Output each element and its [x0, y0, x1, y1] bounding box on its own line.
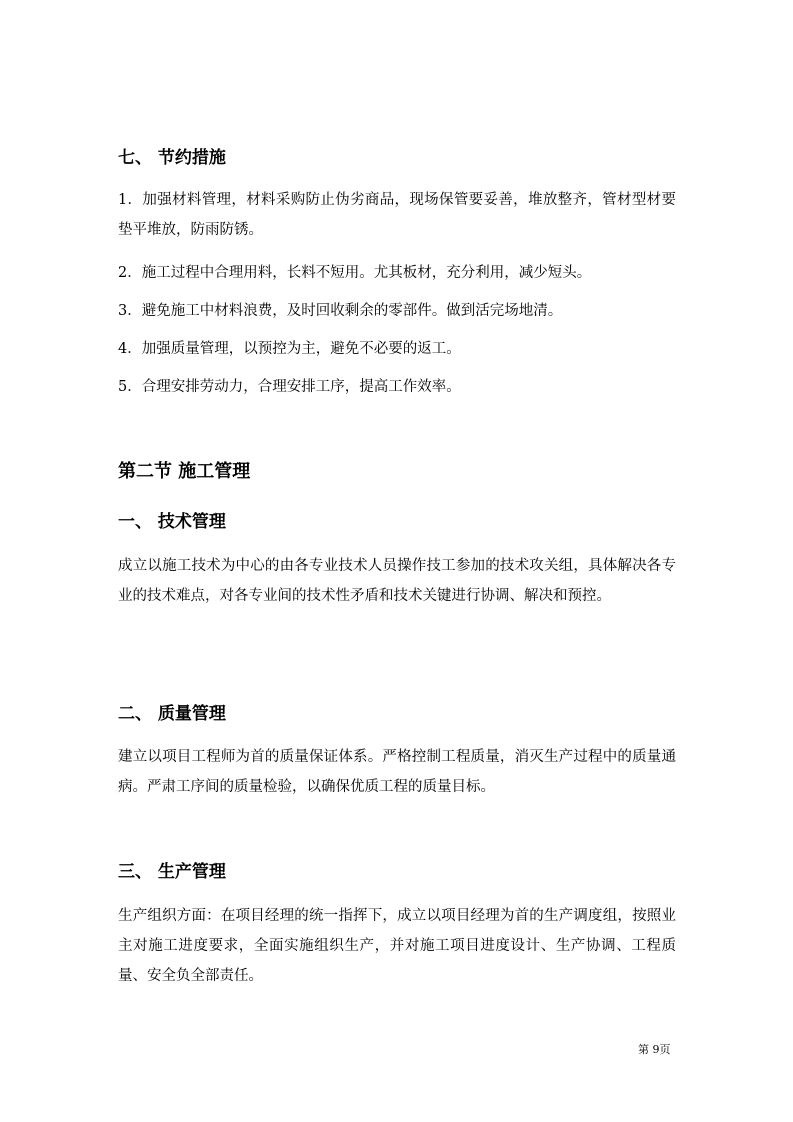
quality-body: 建立以项目工程师为首的质量保证体系。严格控制工程质量，消灭生产过程中的质量通病。严肃工序间的质量检验，以确保优质工程的质量目标。 — [118, 749, 676, 795]
section-heading-tech: 一、 技术管理 — [118, 512, 226, 532]
savings-item-4: 4．加强质量管理，以预控为主，避免不必要的返工。 — [118, 341, 461, 357]
savings-item-3: 3．避免施工中材料浪费，及时回收剩余的零部件。做到活完场地清。 — [118, 303, 563, 319]
chapter-title: 第二节 施工管理 — [118, 461, 251, 482]
savings-item-1: 1．加强材料管理，材料采购防止伪劣商品，现场保管要妥善，堆放整齐，管材型材要垫平堆放，防雨防锈。 — [118, 192, 676, 238]
page-number: 第 9页 — [638, 1043, 671, 1056]
production-body: 生产组织方面：在项目经理的统一指挥下，成立以项目经理为首的生产调度组，按照业主对施工进度要求，全面实施组织生产，并对施工项目进度设计、生产协调、工程质量、安全负全部责任。 — [118, 908, 676, 984]
section-heading-savings: 七、 节约措施 — [118, 148, 226, 168]
savings-item-2: 2．施工过程中合理用料，长料不短用。尤其板材，充分利用，减少短头。 — [118, 265, 592, 281]
section-heading-production: 三、 生产管理 — [118, 862, 226, 882]
section-heading-quality: 二、 质量管理 — [118, 704, 226, 724]
tech-body: 成立以施工技术为中心的由各专业技术人员操作技工参加的技术攻关组，具体解决各专业的技术难点，对各专业间的技术性矛盾和技术关键进行协调、解决和预控。 — [118, 558, 676, 604]
savings-item-5: 5．合理安排劳动力，合理安排工序，提高工作效率。 — [118, 379, 461, 395]
